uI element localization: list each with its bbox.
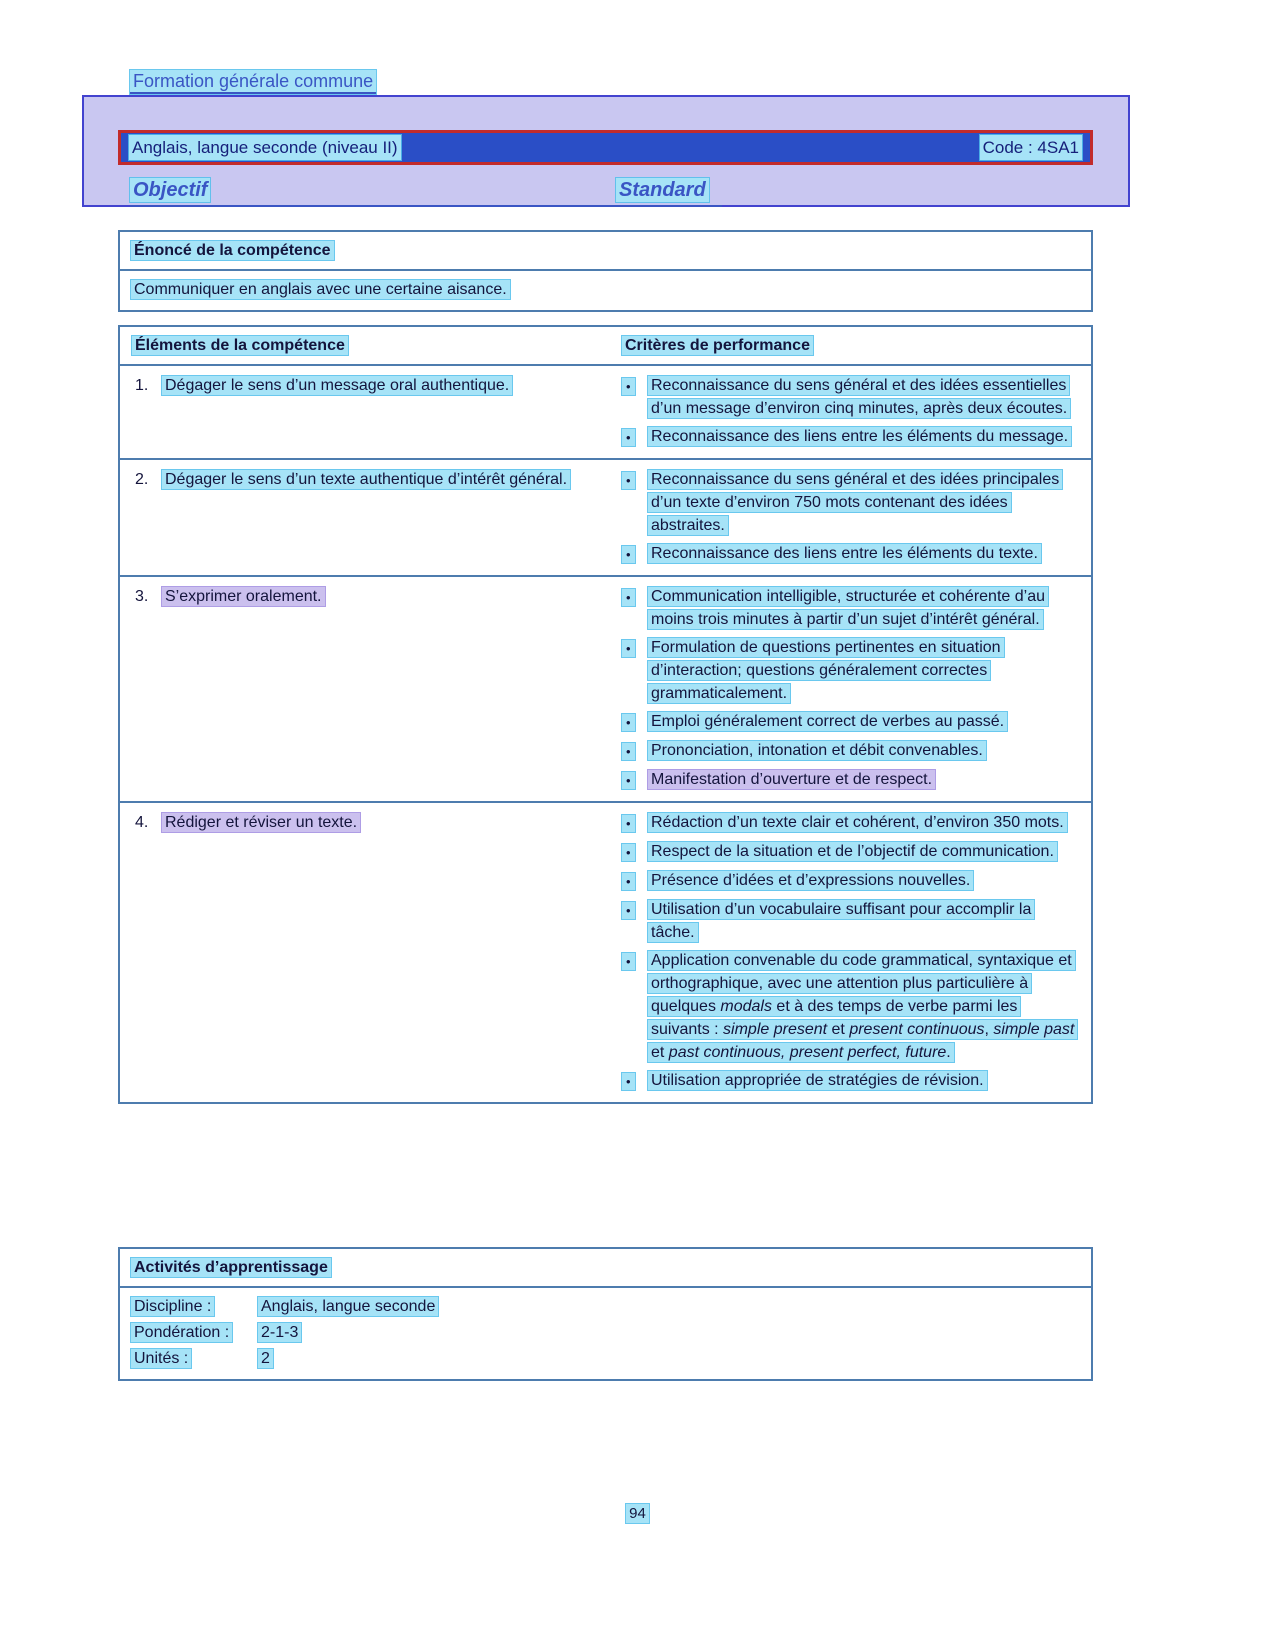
criterion-text-wrap — [648, 585, 1079, 631]
criterion-text-part-italic: simple present — [723, 1021, 828, 1038]
activites-line-unites — [131, 1347, 1080, 1370]
criterion — [622, 898, 1079, 944]
bullet-icon — [622, 898, 648, 944]
criterion-text: Utilisation d’un vocabulaire suffisant pour accomplir la tâche. — [648, 900, 1034, 942]
page-number — [0, 1502, 1275, 1525]
col2-header: Critères de performance — [622, 336, 813, 355]
criterion-text-wrap — [648, 840, 1079, 864]
criterion-text-wrap — [648, 542, 1079, 566]
criterion-text: Reconnaissance du sens général et des idées principales d’un texte d’environ 750 mots contenant des idées abstraites. — [648, 470, 1062, 535]
criterion — [622, 739, 1079, 763]
field-value-wrap — [258, 1347, 273, 1370]
ponderation-label: Pondération : — [131, 1323, 232, 1342]
criterion-text: Utilisation appropriée de stratégies de révision. — [648, 1071, 987, 1090]
criterion-text-part-italic: past continuous, present perfect, future — [668, 1044, 947, 1061]
table-row — [120, 366, 1091, 458]
bullet-icon — [622, 468, 648, 537]
elements-cell — [120, 374, 618, 449]
bullet-glyph: • — [622, 640, 635, 657]
bullet-icon — [622, 739, 648, 763]
activites-line-ponderation — [131, 1321, 1080, 1344]
element-label: Dégager le sens d’un message oral authentique. — [165, 377, 510, 394]
element-label: Rédiger et réviser un texte. — [165, 814, 358, 831]
bullet-glyph: • — [622, 902, 635, 919]
element-text — [135, 587, 325, 606]
bullet-icon — [622, 811, 648, 835]
bullet-glyph: • — [622, 815, 635, 832]
criteria-cell — [618, 585, 1091, 792]
bullet-icon — [622, 710, 648, 734]
activites-table — [118, 1247, 1093, 1381]
activites-header-label: Activités d’apprentissage — [131, 1258, 331, 1277]
element-item — [132, 468, 604, 491]
criterion — [622, 1069, 1079, 1093]
criteria-cell — [618, 811, 1091, 1093]
bullet-glyph: • — [622, 873, 635, 890]
criterion-text-part: . — [946, 1044, 951, 1061]
criterion — [622, 869, 1079, 893]
criterion-text-part: et à des temps de verbe parmi les suivants : — [651, 998, 1018, 1038]
criterion-text-wrap — [648, 636, 1079, 705]
element-number: 2. — [135, 471, 149, 488]
breadcrumb — [130, 70, 376, 93]
criterion-text: Présence d’idées et d’expressions nouvelles. — [648, 871, 973, 890]
element-label: S’exprimer oralement. — [165, 588, 322, 605]
discipline-value: Anglais, langue seconde — [258, 1297, 438, 1316]
enonce-text: Communiquer en anglais avec une certaine aisance. — [131, 280, 510, 299]
bullet-glyph: • — [622, 472, 635, 489]
element-number: 3. — [135, 588, 149, 605]
field-value-wrap — [258, 1295, 438, 1318]
table-row — [120, 801, 1091, 1102]
criterion-text-wrap — [648, 374, 1079, 420]
criterion-text-wrap — [648, 739, 1079, 763]
bullet-icon — [622, 425, 648, 449]
criterion-text-wrap — [648, 710, 1079, 734]
bullet-glyph: • — [622, 772, 635, 789]
enonce-header-label: Énoncé de la compétence — [131, 241, 334, 260]
bullet-glyph: • — [622, 429, 635, 446]
criterion-text: Formulation de questions pertinentes en situation d’interaction; questions généralement correctes grammaticalement. — [648, 638, 1004, 703]
element-text — [135, 470, 570, 489]
criterion — [622, 468, 1079, 537]
bullet-icon — [622, 542, 648, 566]
criteria-cell — [618, 468, 1091, 566]
criterion — [622, 374, 1079, 420]
criterion-text-wrap — [648, 425, 1079, 449]
criterion-text: Emploi généralement correct de verbes au passé. — [648, 712, 1007, 731]
enonce-table — [118, 230, 1093, 312]
criterion-text: Reconnaissance des liens entre les éléments du texte. — [648, 544, 1041, 563]
col1-header: Éléments de la compétence — [132, 336, 348, 355]
criterion-text: Manifestation d’ouverture et de respect. — [648, 770, 935, 789]
element-item — [132, 585, 604, 608]
element-item — [132, 374, 604, 397]
bullet-icon — [622, 636, 648, 705]
criterion-text-wrap — [648, 768, 1079, 792]
criterion — [622, 811, 1079, 835]
bullet-glyph: • — [622, 714, 635, 731]
criterion-text-part: et — [827, 1021, 850, 1038]
field-label-wrap — [131, 1321, 258, 1344]
criterion-text-part-italic: modals — [720, 998, 772, 1015]
criterion-text: Reconnaissance du sens général et des idées essentielles d’un message d’environ cinq minutes, après deux écoutes. — [648, 376, 1070, 418]
course-banner — [82, 95, 1130, 207]
objectif-column — [130, 179, 616, 207]
criteres-header-cell — [618, 334, 1091, 357]
elements-cell — [120, 811, 618, 1093]
criterion-text: Respect de la situation et de l’objectif de communication. — [648, 842, 1057, 861]
ponderation-value: 2-1-3 — [258, 1323, 301, 1342]
competence-table-header — [120, 327, 1091, 366]
elements-header-cell — [120, 334, 618, 357]
criterion-text: Rédaction d’un texte clair et cohérent, d’environ 350 mots. — [648, 813, 1067, 832]
standard-column — [616, 179, 722, 207]
criterion — [622, 636, 1079, 705]
bullet-glyph: • — [622, 546, 635, 563]
criterion-text-wrap — [648, 898, 1079, 944]
element-item — [132, 811, 604, 834]
table-row — [120, 575, 1091, 801]
criterion-text: Prononciation, intonation et débit convenables. — [648, 741, 986, 760]
bullet-icon — [622, 768, 648, 792]
enonce-header — [120, 232, 1091, 271]
criterion-text-wrap — [648, 811, 1079, 835]
bullet-glyph: • — [622, 844, 635, 861]
criterion — [622, 840, 1079, 864]
unites-value: 2 — [258, 1349, 273, 1368]
standard-label: Standard — [616, 178, 709, 202]
bullet-glyph: • — [622, 953, 635, 970]
page-number-value: 94 — [626, 1504, 649, 1523]
section-link[interactable]: Formation générale commune — [130, 70, 376, 94]
discipline-label: Discipline : — [131, 1297, 214, 1316]
bullet-icon — [622, 949, 648, 1064]
criterion-text: Reconnaissance des liens entre les éléments du message. — [648, 427, 1071, 446]
enonce-body — [120, 271, 1091, 310]
element-text — [135, 376, 512, 395]
bullet-glyph: • — [622, 743, 635, 760]
objectif-standard-row — [130, 179, 722, 207]
activites-body — [120, 1288, 1091, 1379]
criterion — [622, 425, 1079, 449]
activites-header — [120, 1249, 1091, 1288]
course-title: Anglais, langue seconde (niveau II) — [129, 135, 401, 160]
bullet-icon — [622, 585, 648, 631]
bullet-glyph: • — [622, 1073, 635, 1090]
criterion-text-part-italic: simple past — [993, 1021, 1075, 1038]
elements-cell — [120, 585, 618, 792]
element-label: Dégager le sens d’un texte authentique d’intérêt général. — [165, 471, 568, 488]
objectif-label: Objectif — [130, 178, 210, 202]
course-code: Code : 4SA1 — [980, 135, 1082, 160]
criterion-text-wrap — [648, 949, 1079, 1064]
criterion — [622, 949, 1079, 1064]
criterion-text — [648, 951, 1077, 1062]
bullet-glyph: • — [622, 378, 635, 395]
criterion-text: Communication intelligible, structurée et cohérente d’au moins trois minutes à partir d’un sujet d’intérêt général. — [648, 587, 1048, 629]
criterion — [622, 768, 1079, 792]
bullet-glyph: • — [622, 589, 635, 606]
bullet-icon — [622, 840, 648, 864]
field-value-wrap — [258, 1321, 301, 1344]
criterion-text-part-italic: present continuous — [849, 1021, 985, 1038]
criterion — [622, 710, 1079, 734]
bullet-icon — [622, 374, 648, 420]
competence-table — [118, 325, 1093, 1104]
criterion — [622, 585, 1079, 631]
criterion-text-wrap — [648, 1069, 1079, 1093]
element-number: 4. — [135, 814, 149, 831]
field-label-wrap — [131, 1347, 258, 1370]
element-number: 1. — [135, 377, 149, 394]
field-label-wrap — [131, 1295, 258, 1318]
bullet-icon — [622, 1069, 648, 1093]
bullet-icon — [622, 869, 648, 893]
criteria-cell — [618, 374, 1091, 449]
criterion — [622, 542, 1079, 566]
elements-cell — [120, 468, 618, 566]
unites-label: Unités : — [131, 1349, 191, 1368]
criterion-text-wrap — [648, 468, 1079, 537]
criterion-text-part: , — [984, 1021, 994, 1038]
criterion-text-part: et — [651, 1044, 669, 1061]
criterion-text-wrap — [648, 869, 1079, 893]
element-text — [135, 813, 360, 832]
course-title-bar — [118, 130, 1093, 165]
table-row — [120, 458, 1091, 575]
activites-line-discipline — [131, 1295, 1080, 1318]
criterion-text-part: Application convenable du code grammatical, syntaxique et orthographique, avec une attention plus particulière à quelques — [651, 952, 1072, 1015]
